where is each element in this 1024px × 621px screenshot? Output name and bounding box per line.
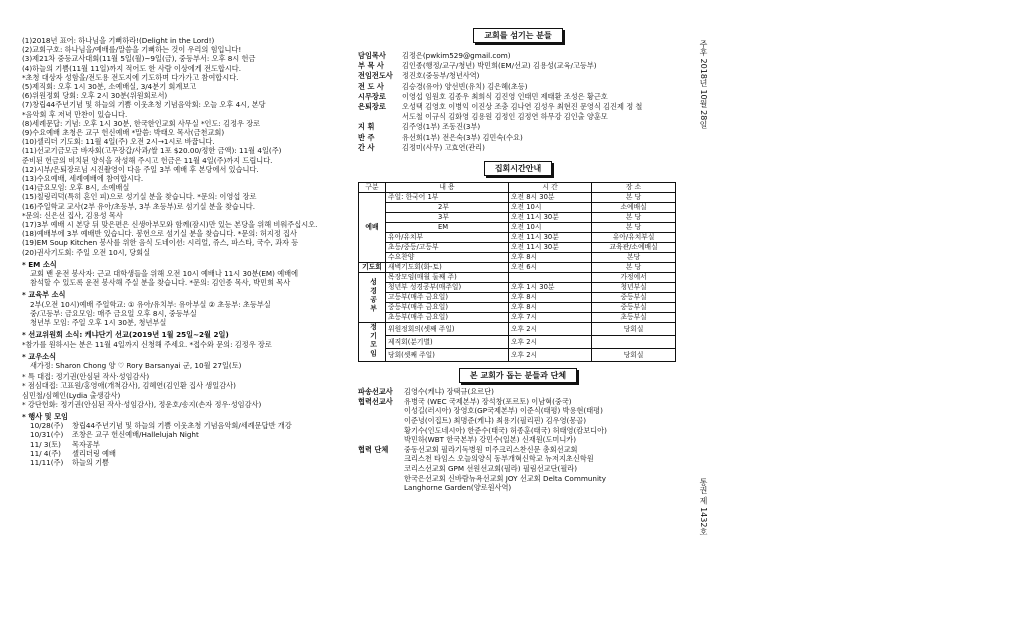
support-names: 황기수(인도네시아) 한준수(태국) 허종훈(태국) 허태영(캄보디아): [404, 425, 607, 435]
announcement-line: 준비된 헌금의 비치된 양식을 작성해 주시고 헌금은 11월 4일(주)까지 드립니다.: [22, 155, 273, 165]
support-role: [358, 464, 404, 474]
support-row: [358, 435, 678, 445]
schedule-place-cell: [592, 336, 676, 349]
support-role: 협력 단체: [358, 444, 389, 454]
schedule-row: [359, 233, 676, 243]
staff-row: [358, 82, 678, 92]
staff-row: [358, 133, 678, 143]
event-text: 하늘의 기쁨: [72, 457, 110, 467]
schedule-content-cell: 청년부 성경공부(매주일): [386, 283, 509, 293]
support-row: [358, 454, 678, 464]
schedule-place-cell: 본 당: [592, 263, 676, 273]
schedule-time-cell: [508, 273, 591, 283]
announcement-line: (19)EM Soup Kitchen 봉사를 위한 음식 도네이션: 시리얼, 쥬스, 파스타, 국수, 과자 등: [22, 238, 299, 248]
info-column: [358, 28, 678, 493]
schedule-content-cell: 제직회(분기별): [386, 336, 509, 349]
schedule-place-cell: 중등부실: [592, 293, 676, 303]
schedule-content-cell: 3부: [386, 213, 509, 223]
schedule-place-cell: 중등부실: [592, 303, 676, 313]
support-row: [358, 406, 678, 416]
announcement-line: (1)2018년 표어: 하나님을 기뻐하라!(Delight in the Lord!): [22, 36, 215, 45]
staff-role: 간 사: [358, 142, 375, 152]
support-list: [358, 387, 678, 493]
announcement-line: (10)셀리더 기도회: 11월 4일(주) 오전 2시→1시로 바꿉니다.: [22, 137, 215, 147]
staff-role: 지 휘: [358, 122, 375, 132]
support-names: 이준녕(이집트) 최명준(케냐) 최용기(필리핀) 김우영(몽골): [404, 416, 587, 426]
schedule-header-cell: 시 간: [508, 183, 591, 193]
event-date: 10/28(주): [30, 421, 64, 431]
education-news-line: 청년부 모임: 주일 오후 1시 30분, 청년부실: [30, 318, 167, 328]
schedule-group-label: 정기모임: [368, 323, 377, 359]
announcement-line: *음악회 후 저녁 만찬이 있습니다.: [22, 109, 128, 119]
support-role: [358, 406, 404, 416]
staff-names: 김승경(유아) 양선빈(유치) 김은혜(초등): [402, 81, 528, 91]
schedule-row: [359, 349, 676, 362]
schedule-content-cell: 수요찬양: [386, 253, 509, 263]
em-news-line: 참석할 수 있도록 운전 봉사해 주실 분을 찾습니다. *문의: 김인종 목사, 박민희 목사: [30, 278, 291, 288]
staff-names: 오성택 김영호 이병익 이진상 조충 김나연 김성우 최현진 문영식 김진제 정 철: [402, 102, 643, 112]
staff-names: 김정은(pwkim529@gmail.com): [402, 51, 511, 60]
schedule-time-cell: 오후 8시: [508, 253, 591, 263]
event-row: [30, 440, 340, 449]
staff-names: 유선희(1부) 전은숙(3부) 김민숙(수요): [402, 132, 523, 142]
staff-row: [358, 102, 678, 112]
mission-news-body: [22, 340, 340, 349]
event-row: [30, 449, 340, 458]
staff-role: 전임전도사: [358, 71, 393, 81]
support-role: 파송선교사: [358, 387, 393, 397]
staff-role: 담임목사: [358, 51, 386, 60]
schedule-box-title: 집회시간안내: [484, 161, 552, 176]
em-news-body: [22, 269, 340, 287]
support-row: [358, 445, 678, 455]
schedule-group-label: 성경공부: [368, 278, 377, 314]
staff-role: 은퇴장로: [358, 102, 386, 112]
schedule-place-cell: 가정에서: [592, 273, 676, 283]
support-role: [358, 416, 404, 426]
schedule-place-cell: 본 당: [592, 213, 676, 223]
schedule-place-cell: 당회실: [592, 323, 676, 336]
mission-news-line: *참가를 원하시는 분은 11월 4일까지 신청해 주세요. *접수와 문의: 김정우 장로: [22, 339, 272, 349]
announcement-line: (9)수요예배 초청은 교구 헌신예배 *말씀: 박태오 목사(금천교회): [22, 128, 225, 138]
announcement-line: (2)교회구호: 하나님을/예배를/말씀을 기뻐하는 것이 우리의 힘입니다!: [22, 45, 242, 55]
education-news-title: * 교육부 소식: [22, 290, 66, 300]
staff-role: 시무장로: [358, 91, 386, 101]
member-news-title: * 교우소식: [22, 351, 57, 361]
staff-role: 반 주: [358, 132, 375, 142]
announcement-line: (12)시부/은퇴장로님 시진촬영이 다음 주일 3부 예배 후 본당에서 있습니다.: [22, 164, 259, 174]
event-date: 11/11(주): [30, 457, 64, 467]
staff-names: 이영섭 임원호 김종우 최희식 김진영 인태민 제태환 조성은 황근호: [402, 91, 608, 101]
service-thanks-line: * 특 대접: 정기권(안심된 작사·성임감사): [22, 372, 150, 382]
support-row: [358, 397, 678, 407]
schedule-time-cell: 오후 2시: [508, 336, 591, 349]
schedule-place-cell: 본당: [592, 253, 676, 263]
schedule-header-cell: 내 용: [386, 183, 509, 193]
support-row: [358, 387, 678, 397]
event-text: 셀리더링 예배: [72, 448, 116, 458]
education-news-body: [22, 300, 340, 328]
schedule-time-cell: 오후 8시: [508, 293, 591, 303]
education-news-line: 중/고등부: 금요모임: 매주 금요일 오후 8시, 중등부실: [30, 308, 197, 318]
member-news-line: 새가정: Sharon Chong 양 ♡ Rory Barsanyai 군, 10월 27일(토): [30, 360, 242, 370]
announcement-list: [22, 36, 340, 257]
schedule-row: [359, 273, 676, 283]
schedule-place-cell: 본 당: [592, 223, 676, 233]
schedule-place-cell: 초등부실: [592, 313, 676, 323]
service-thanks-line: 심민철/심혜인(Lydia 출생감사): [22, 390, 121, 400]
schedule-content-cell: 초등/중등/고등부: [386, 243, 509, 253]
staff-names: 정진호(중등부/청년사역): [402, 71, 480, 81]
announcement-line: (20)권사기도회: 주일 오전 10시, 당회실: [22, 247, 151, 257]
support-names: 박민하(WBT 한국본부) 강민수(일본) 신재원(도미니카): [404, 435, 577, 445]
schedule-header-cell: 장 소: [592, 183, 676, 193]
em-news-line: 교회 밴 운전 봉사자: 근교 대학생들을 위해 오전 10시 예배나 11시 30분(EM) 예배에: [30, 269, 299, 279]
staff-box-title: 교회를 섬기는 분들: [473, 28, 562, 43]
event-date: 11/ 4(주): [30, 448, 61, 458]
announcement-line: *문의: 신은선 집사, 김용성 목사: [22, 210, 123, 220]
announcement-line: *초청 대상자 성함을/전도용 전도지에 기도하며 다가가고 참여합시다.: [22, 72, 239, 82]
support-names: 코리스선교회 GPM 선원선교회(필라) 필림선교단(필라): [404, 463, 578, 473]
announcement-line: (11)선교기금모금 바자회(고무장갑/사과/쌀 1포 $20.00/정한 금액): 11월 4일(주): [22, 146, 282, 156]
schedule-content-cell: 새벽기도회(화-토): [386, 263, 509, 273]
support-row: [358, 464, 678, 474]
announcement-line: (4)하늘의 기쁨(11월 11일)까지 적어도 한 사람 이상에게 전도합시다.: [22, 63, 241, 73]
schedule-time-cell: 오후 8시: [508, 303, 591, 313]
support-names: 유병국 (WEC 국제본부) 장석창(포르토) 이남혁(중국): [404, 396, 572, 406]
schedule-table: [358, 182, 676, 362]
staff-row: [358, 61, 678, 71]
schedule-time-cell: 오후 2시: [508, 349, 591, 362]
support-names: 중동선교회 필라기독병원 미주크리스찬신문 총회선교회: [404, 444, 578, 454]
support-row: [358, 416, 678, 426]
schedule-time-cell: 오후 2시: [508, 323, 591, 336]
schedule-header-cell: 구분: [359, 183, 386, 193]
support-names: 한국은선교회 신바람뉴욕선교회 JOY 선교회 Delta Community: [404, 473, 607, 483]
schedule-time-cell: 오후 1시 30분: [508, 283, 591, 293]
event-date: 10/31(수): [30, 430, 64, 440]
schedule-time-cell: 오전 6시: [508, 263, 591, 273]
support-row: [358, 474, 678, 484]
service-thanks-line: * 점심대접: 고표원/홍영애(개척감사), 김혜연(김인환 집사 생일감사): [22, 381, 236, 391]
announcement-line: (6)위원정회 당회: 오후 2시 30분(위원회로서): [22, 91, 168, 101]
schedule-place-cell: 소예배실: [592, 203, 676, 213]
staff-names: 김정미(사무) 고효연(관리): [402, 142, 485, 152]
announcement-line: (17)3부 예배 시 본당 뒤 맞은편은 신생아부모와 함께(잠시)만 있는 본당을 위해 비워주십시오.: [22, 220, 318, 230]
service-thanks-line: * 강단헌화: 정기권(안심된 작사·성임감사), 정운호/송지(손자 정우·성임감사): [22, 399, 262, 409]
staff-row: [358, 143, 678, 153]
staff-role: 전 도 사: [358, 81, 384, 91]
staff-list: [358, 51, 678, 153]
event-text: 목자공부: [72, 439, 100, 449]
support-row: [358, 483, 678, 493]
schedule-row: [359, 223, 676, 233]
announcement-line: (7)창립44주년기념 및 하늘의 기쁨 이웃초청 기념음악회: 오늘 오후 4시, 본당: [22, 100, 266, 110]
schedule-time-cell: 오전 11시 30분: [508, 213, 591, 223]
staff-row: [358, 122, 678, 132]
announcement-line: (8)세례문답: 기념: 오후 1시 30분, 한국한인교회 사무실 *인도: 김정우 장로: [22, 118, 261, 128]
announcement-line: (18)예배부에 3부 예배반 있습니다. 봉헌으로 섬기실 분을 찾습니다. *문의: 허지정 집사: [22, 229, 297, 239]
mission-news-title: * 선교위원회 소식: 케냐단기 선교(2019년 1월 25일~2월 2일): [22, 330, 229, 340]
support-role: [358, 454, 404, 464]
events-list: [22, 421, 340, 467]
schedule-time-cell: 오전 11시 30분: [508, 243, 591, 253]
staff-row: [358, 71, 678, 81]
support-role: [358, 435, 404, 445]
support-role: [358, 483, 404, 493]
event-row: [30, 458, 340, 467]
schedule-time-cell: 오전 10시: [508, 203, 591, 213]
event-row: [30, 430, 340, 439]
events-title: * 행사 및 모임: [22, 411, 68, 421]
schedule-group-label: 기도회: [362, 263, 382, 272]
schedule-group-label: 예배: [365, 223, 379, 232]
education-news-line: 2부(오전 10시)예배 주일학교: ① 유아/유치부: 유아부실 ② 초등부: 초등부실: [30, 299, 271, 309]
schedule-row: [359, 213, 676, 223]
schedule-row: [359, 336, 676, 349]
schedule-content-cell: 2부: [386, 203, 509, 213]
schedule-row: [359, 193, 676, 203]
schedule-place-cell: 당회실: [592, 349, 676, 362]
schedule-content-cell: EM: [386, 223, 509, 233]
event-text: 조창은 교구 헌신예배/Hallelujah Night: [72, 430, 199, 440]
schedule-content-cell: 위원정회의(셋째 주일): [386, 323, 509, 336]
support-names: 김영수(케냐) 장택규(요르단): [404, 387, 494, 397]
schedule-row: [359, 253, 676, 263]
announcement-line: (5)제직회: 오후 1시 30분, 소예배실, 3/4분기 회계보고: [22, 82, 197, 92]
support-role: 협력선교사: [358, 396, 393, 406]
issue-number: 통권 제 1432호: [699, 478, 708, 536]
staff-names-continued: 서도철 이규식 김화영 김용원 김정인 김정연 하무강 김인출 양훈모: [402, 112, 608, 122]
schedule-time-cell: 오후 7시: [508, 313, 591, 323]
schedule-row: [359, 243, 676, 253]
support-names: 크리스천 타임스 오늘의양식 동부개혁신학교 뉴저지초신학원: [404, 454, 594, 464]
event-date: 11/ 3(토): [30, 439, 61, 449]
announcement-line: (14)금요모임: 오후 8시, 소예배실: [22, 183, 130, 193]
schedule-row: [359, 313, 676, 323]
schedule-row: [359, 203, 676, 213]
staff-role: 부 목 사: [358, 61, 384, 71]
schedule-place-cell: 교육관/소예배실: [592, 243, 676, 253]
announcement-line: (16)주일학교 교사(2부 유아/초등부, 3부 초등부)로 섬기실 분을 찾습니다.: [22, 201, 256, 211]
announcement-line: (3)제21차 중등교사대회(11월 5일(월)~9일(금), 중등부서: 오후 8시 헌금: [22, 54, 256, 64]
schedule-time-cell: 오전 11시 30분: [508, 233, 591, 243]
schedule-time-cell: 오전 8시 30분: [508, 193, 591, 203]
announcements-column: [22, 36, 340, 467]
event-text: 창립44주년기념 및 하늘의 기쁨 이웃초청 기념음악회/세례문답반 개강: [72, 421, 292, 431]
schedule-group-cell: [359, 263, 386, 273]
bulletin-date: 주후 2018년 10월 28일: [699, 40, 708, 129]
event-row: [30, 421, 340, 430]
schedule-header-row: [359, 183, 676, 193]
announcement-line: (13)수요예배, 세례예배에 참여합시다.: [22, 174, 144, 184]
schedule-group-cell: [359, 193, 386, 263]
schedule-row: [359, 303, 676, 313]
staff-row: [358, 92, 678, 102]
schedule-content-cell: 초등부(매주 금요일): [386, 313, 509, 323]
announcement-line: (15)칠링리덕(특히 혼인 피)으로 성기실 분을 찾습니다. *문의: 이영섭 장로: [22, 192, 257, 202]
service-thanks-list: [22, 372, 340, 409]
staff-names: 김주영(1부) 조동진(3부): [402, 122, 481, 132]
schedule-group-cell: [359, 323, 386, 362]
support-names: 이성길(러시아) 장영호(GP국제본부) 이준식(태평) 박용현(태평): [404, 406, 603, 416]
schedule-row: [359, 263, 676, 273]
schedule-content-cell: 당회(셋째 주일): [386, 349, 509, 362]
schedule-row: [359, 323, 676, 336]
support-role: [358, 474, 404, 484]
schedule-content-cell: 유아/유치부: [386, 233, 509, 243]
schedule-content-cell: 고등부(매주 금요일): [386, 293, 509, 303]
schedule-content-cell: 목장모임(매월 둘째 주): [386, 273, 509, 283]
schedule-content-cell: 주일: 한국어 1부: [386, 193, 509, 203]
member-news-body: [22, 361, 340, 370]
support-row: [358, 426, 678, 436]
support-role: [358, 426, 404, 436]
staff-names: 김인종(행정/교구/청년) 박민희(EM/선교) 김용성(교육/고등부): [402, 61, 597, 71]
schedule-row: [359, 283, 676, 293]
schedule-place-cell: 유아/유치부실: [592, 233, 676, 243]
schedule-row: [359, 293, 676, 303]
schedule-group-cell: [359, 273, 386, 323]
support-box-title: 본 교회가 돕는 분들과 단체: [459, 368, 577, 383]
em-news-title: * EM 소식: [22, 259, 57, 269]
staff-row: [358, 51, 678, 61]
schedule-content-cell: 중등부(매주 금요일): [386, 303, 509, 313]
schedule-place-cell: 본 당: [592, 193, 676, 203]
support-names: Langhorne Garden(양로원사역): [404, 483, 512, 493]
schedule-time-cell: 오전 10시: [508, 223, 591, 233]
schedule-place-cell: 청년부실: [592, 283, 676, 293]
